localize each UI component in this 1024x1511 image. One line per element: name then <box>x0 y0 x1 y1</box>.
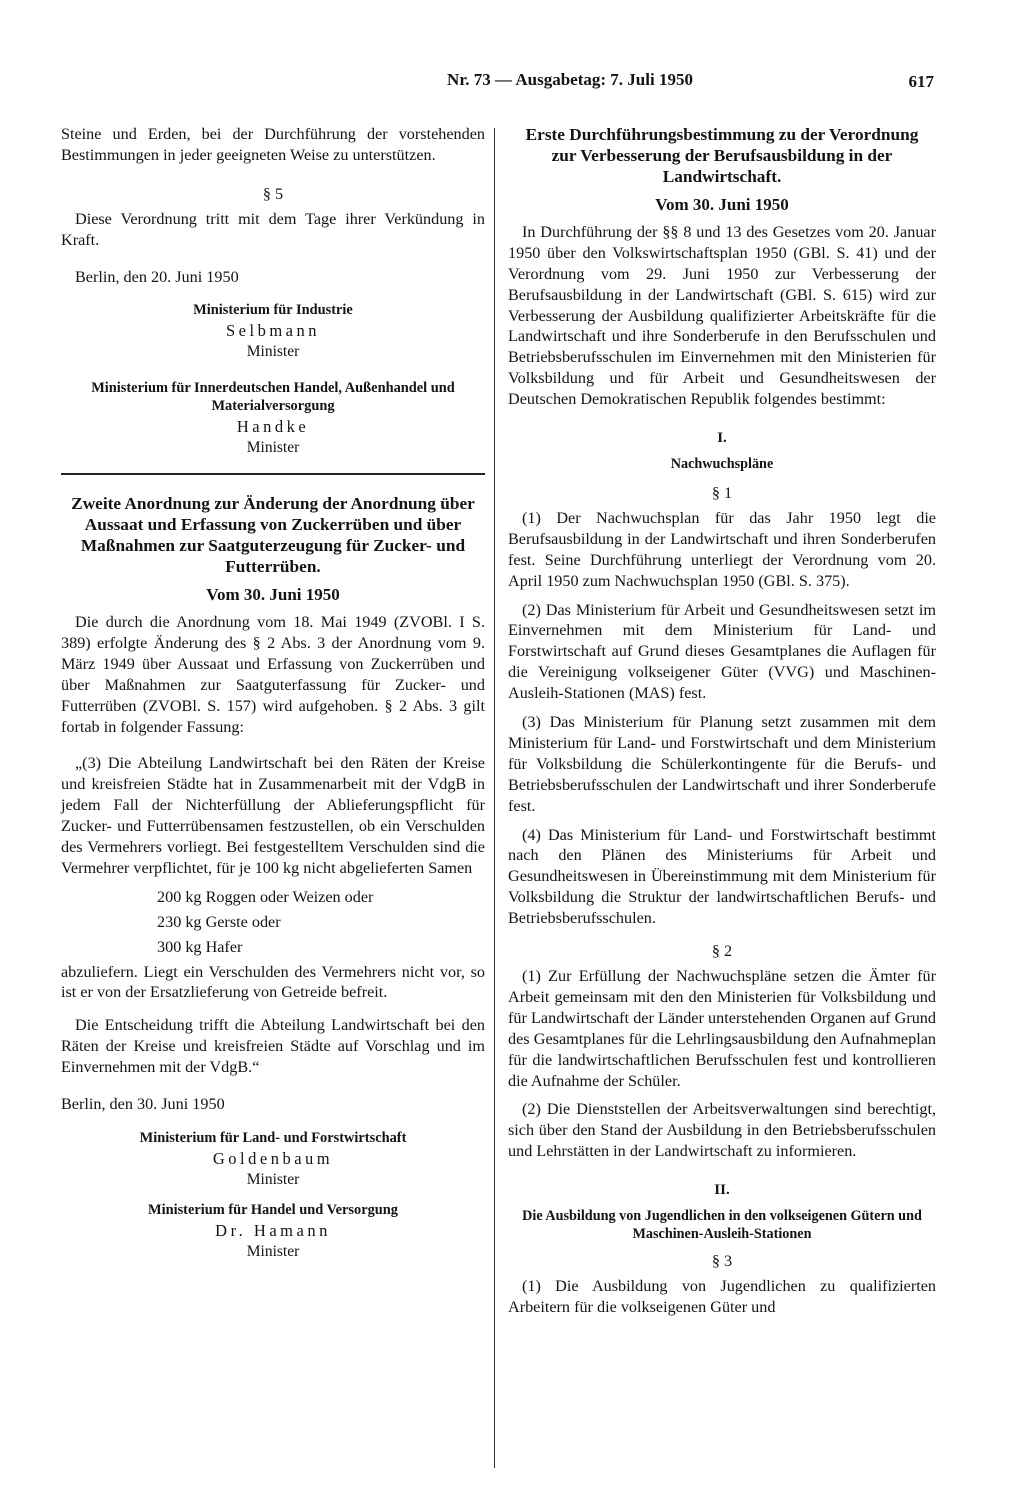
signature-role: Minister <box>246 343 300 361</box>
signature-name: Dr. Hamann <box>215 1220 331 1240</box>
left-column <box>61 124 485 1263</box>
part-number: I. <box>717 430 727 447</box>
part-number: II. <box>714 1182 730 1199</box>
paragraph: Die Entscheidung trifft die Abteilung Landwirtschaft bei den Räten der Kreise und kreisfreien Städte auf Vorschlag und im Einvernehmen mit der VdgB.“ <box>61 1016 485 1077</box>
paragraph: (1) Zur Erfüllung der Nachwuchspläne setzen die Ämter für Arbeit gemeinsam mit den den Ministerien für Volksbildung und für Landwirtschaft der Länder unterstehenden Organen auf Grund des Gesamtplanes für die Lehrlingsausbildung den Aufnahmeplan für die landwirtschaftlichen Berufsschulen fest und kontrollieren die Aufnahme der Schüler. <box>508 967 936 1090</box>
regulation-date: Vom 30. Juni 1950 <box>206 585 340 605</box>
section-heading: § 2 <box>711 942 733 961</box>
signature-name: Selbmann <box>226 321 320 341</box>
signature-role: Minister <box>246 439 300 457</box>
ministry-name: Ministerium für Innerdeutschen Handel, Außenhandel und Materialversorgung <box>91 380 455 415</box>
column-divider <box>494 128 495 1468</box>
section-heading: § 1 <box>711 483 733 502</box>
ministry-name: Ministerium für Land- und Forstwirtschaft <box>139 1130 407 1146</box>
place-date: Berlin, den 20. Juni 1950 <box>75 267 239 286</box>
paragraph: Diese Verordnung tritt mit dem Tage ihrer Verkündung in Kraft. <box>61 209 485 249</box>
quantity-line: 200 kg Roggen oder Weizen oder <box>157 887 374 906</box>
paragraph: (2) Die Dienststellen der Arbeitsverwaltungen sind berechtigt, sich über den Stand der Ausbildung in den Betriebsberufsschulen und Lehrstätten in der Landwirtschaft zu informieren. <box>508 1100 936 1161</box>
paragraph: (1) Der Nachwuchsplan für das Jahr 1950 legt die Berufsausbildung in der Landwirtschaft und ihren Sonderberufen fest. Seine Durchführung unterliegt der Verordnung vom 20. April 1950 zum Nachwuchsplan 1950 (GBl. S. 375). <box>508 508 936 590</box>
continued-paragraph: Steine und Erden, bei der Durchführung der vorstehenden Bestimmungen in jeder geeigneten Weise zu unterstützen. <box>61 125 485 164</box>
regulation-title: Erste Durchführungsbestimmung zu der Verordnung zur Verbesserung der Berufsausbildung in der Landwirtschaft. <box>525 125 919 186</box>
section-heading: § 5 <box>262 184 284 203</box>
signature-role: Minister <box>246 1242 300 1260</box>
paragraph: Die durch die Anordnung vom 18. Mai 1949 (ZVOBl. I S. 389) erfolgte Änderung des § 2 Abs. 3 der Anordnung vom 9. März 1949 über Aussaat und Erfassung von Zuckerrüben und über Maßnahmen zur Saatguterfassung für Zucker- und Futterrüben (ZVOBl. S. 157) wird aufgehoben. § 2 Abs. 3 gilt fortab in folgender Fassung: <box>61 612 485 736</box>
issue-line: Nr. 73 — Ausgabetag: 7. Juli 1950 <box>447 70 693 89</box>
part-title: Die Ausbildung von Jugendlichen in den volkseigenen Gütern und Maschinen-Ausleih-Stationen <box>522 1208 922 1243</box>
regulation-date: Vom 30. Juni 1950 <box>655 195 789 214</box>
page-header <box>60 70 934 94</box>
quoted-paragraph: „(3) Die Abteilung Landwirtschaft bei den Räten der Kreise und kreisfreien Städte hat in Zusammenarbeit mit der VdgB in jedem Fall der Nichterfüllung der Ablieferungspflicht für Zucker- und Futterrübensamen festzustellen, ob ein Verschulden des Vermehrers vorliegt. Bei festgestelltem Verschulden sind die Vermehrer verpflichtet, für je 100 kg nicht abgelieferten Samen <box>61 754 485 877</box>
regulation-title: Zweite Anordnung zur Änderung der Anordnung über Aussaat und Erfassung von Zuckerrüben und über Maßnahmen zur Saatguterzeugung für Zucker- und Futterrüben. <box>71 494 475 577</box>
section-heading: § 3 <box>711 1252 733 1271</box>
signature-role: Minister <box>246 1170 300 1188</box>
paragraph: (1) Die Ausbildung von Jugendlichen zu qualifizierten Arbeitern für die volkseigenen Güter und <box>508 1276 936 1316</box>
signature-name: Handke <box>236 417 310 437</box>
page-number: 617 <box>908 72 934 91</box>
ministry-name: Ministerium für Handel und Versorgung <box>147 1201 398 1218</box>
ministry-name: Ministerium für Industrie <box>193 302 353 319</box>
section-divider <box>61 473 485 475</box>
paragraph: (2) Das Ministerium für Arbeit und Gesundheitswesen setzt im Einvernehmen mit dem Ministerium für Land- und Forstwirtschaft auf Grund dieses Gesamtplanes die Auflagen für die Vereinigung volkseigener Güter (VVG) und Maschinen-Ausleih-Stationen (MAS) fest. <box>508 600 936 703</box>
quantity-line: 300 kg Hafer <box>157 937 243 956</box>
paragraph: In Durchführung der §§ 8 und 13 des Gesetzes vom 20. Januar 1950 über den Volkswirtschaftsplan 1950 (GBl. S. 41) und der Verordnung vom 29. Juni 1950 zur Verbesserung der Berufsausbildung in der Landwirtschaft (GBl. S. 615) wird zur Verbesserung der Ausbildung qualifizierter Arbeitskräfte für die Landwirtschaft und ihre Sonderberufe in den Berufsschulen und Betriebsberufsschulen im Einvernehmen mit den Ministerien für Volksbildung und für Arbeit und Gesundheitswesen der Deutschen Demokratischen Republik folgendes bestimmt: <box>508 222 936 409</box>
place-date: Berlin, den 30. Juni 1950 <box>61 1095 225 1114</box>
part-title: Nachwuchspläne <box>670 455 774 472</box>
quantity-line: 230 kg Gerste oder <box>157 912 281 931</box>
paragraph: abzuliefern. Liegt ein Verschulden des Vermehrers nicht vor, so ist er von der Ersatzlieferung von Getreide befreit. <box>61 962 485 1002</box>
paragraph: (3) Das Ministerium für Planung setzt zusammen mit dem Ministerium für Land- und Forstwirtschaft und dem Ministerium für Volksbildung die Schülerkontingente für die Berufs- und Betriebsberufsschulen der Landwirtschaft und ihrer Sonderberufe fest. <box>508 713 936 815</box>
right-column <box>508 124 936 1318</box>
paragraph: (4) Das Ministerium für Land- und Forstwirtschaft bestimmt nach den Plänen des Ministeriums für Arbeit und Gesundheitswesen in Übereinstimmung mit dem Ministerium für Volksbildung die Struktur der landwirtschaftlichen Berufs- und Betriebsberufsschulen. <box>508 825 936 928</box>
signature-name: Goldenbaum <box>212 1149 334 1168</box>
